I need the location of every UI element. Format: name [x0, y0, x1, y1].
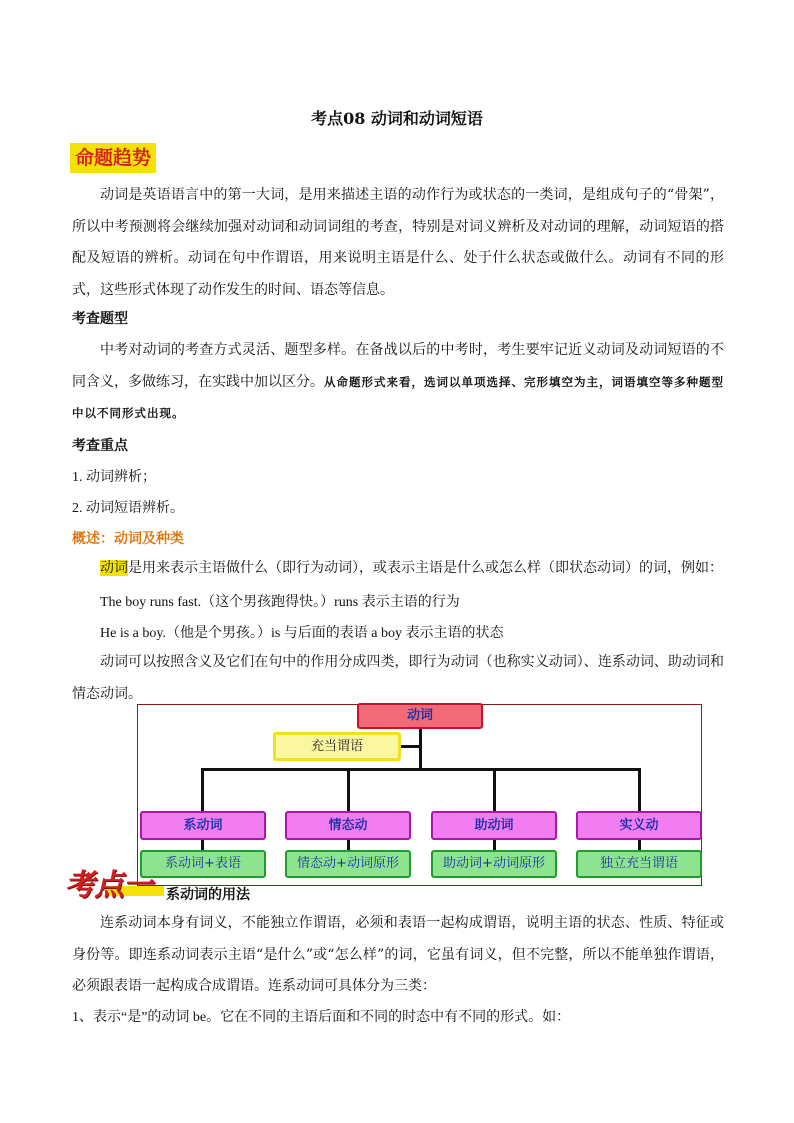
- linking-verb-item-1: 1、表示“是”的动词 be。它在不同的主语后面和不同的时态中有不同的形式。如：: [72, 1010, 571, 1025]
- diagram-root-node: 动词: [357, 703, 483, 729]
- linking-verb-paragraph: 连系动词本身有词义，不能独立作谓语，必须和表语一起构成谓语，说明主语的状态、性质、特征或身份等。即连系动词表示主语“是什么”或“怎么样”的词，它虽有词义，但不完整，所以不能单独作谓语，必须跟表语一起构成合成谓语。连系动词可具体分为三类：: [72, 915, 724, 994]
- diagram-category-4: 实义动: [576, 811, 702, 840]
- focus-item-1: 1. 动词辨析；: [72, 470, 156, 485]
- verb-classification-diagram: [137, 704, 702, 886]
- example-1: The boy runs fast.（这个男孩跑得快。）runs 表示主语的行为: [100, 595, 460, 610]
- section-badge-trend: 命题趋势: [70, 143, 156, 173]
- diagram-sub-1: 系动词+表语: [140, 850, 266, 878]
- exam-types-heading: 考查题型: [72, 311, 128, 327]
- definition-highlight: 动词: [100, 560, 128, 576]
- exam-types-text: 中考对动词的考查方式灵活、题型多样。在备战以后的中考时，考生要牢记近义动词及动词短语的不同含义，多做练习，在实践中加以区分。: [72, 342, 724, 390]
- connector-branch-1: [201, 768, 204, 812]
- diagram-category-1: 系动词: [140, 811, 266, 840]
- definition-text: 是用来表示主语做什么（即行为动词），或表示主语是什么或怎么样（即状态动词）的词，例如：: [128, 560, 723, 576]
- classify-paragraph: 动词可以按照含义及它们在句中的作用分成四类，即行为动词（也称实义动词）、连系动词、助动词和情态动词。: [72, 654, 724, 702]
- overview-heading: 概述：动词及种类: [72, 531, 184, 547]
- connector-branch-3: [493, 768, 496, 812]
- focus-heading: 考查重点: [72, 438, 128, 454]
- definition-paragraph: [72, 553, 724, 585]
- connector-branch-4: [638, 768, 641, 812]
- diagram-note-node: 充当谓语: [273, 732, 401, 761]
- connector-horizontal: [201, 768, 641, 771]
- point-title: 系动词的用法: [166, 887, 250, 903]
- diagram-sub-4: 独立充当谓语: [576, 850, 702, 878]
- connector-branch-2: [347, 768, 350, 812]
- diagram-sub-2: 情态动+动词原形: [285, 850, 411, 878]
- point-logo-text: 考点一: [63, 868, 158, 903]
- connector-root-vertical: [419, 729, 422, 769]
- connector-note: [400, 745, 422, 748]
- diagram-sub-3: 助动词+动词原形: [431, 850, 557, 878]
- exam-types-note: 从命题形式来看，选词以单项选择、完形填空为主，词语填空等多种题型中以不同形式出现。: [72, 374, 724, 420]
- diagram-category-2: 情态动: [285, 811, 411, 840]
- intro-paragraph: 动词是英语语言中的第一大词，是用来描述主语的动作行为或状态的一类词，是组成句子的“骨架”，所以中考预测将会继续加强对动词和动词词组的考查，特别是对词义辨析及对动词的理解，动词短语的搭配及短语的辨析。动词在句中作谓语，用来说明主语是什么、处于什么状态或做什么。动词有不同的形式，这些形式体现了动作发生的时间、语态等信息。: [72, 187, 724, 298]
- point-logo: [63, 860, 166, 903]
- page-title: 考点08 动词和动词短语: [311, 109, 483, 128]
- diagram-category-3: 助动词: [431, 811, 557, 840]
- example-2: He is a boy.（他是个男孩。）is 与后面的表语 a boy 表示主语的状态: [100, 626, 504, 641]
- exam-types-paragraph: [72, 335, 724, 430]
- focus-item-2: 2. 动词短语辨析。: [72, 501, 184, 516]
